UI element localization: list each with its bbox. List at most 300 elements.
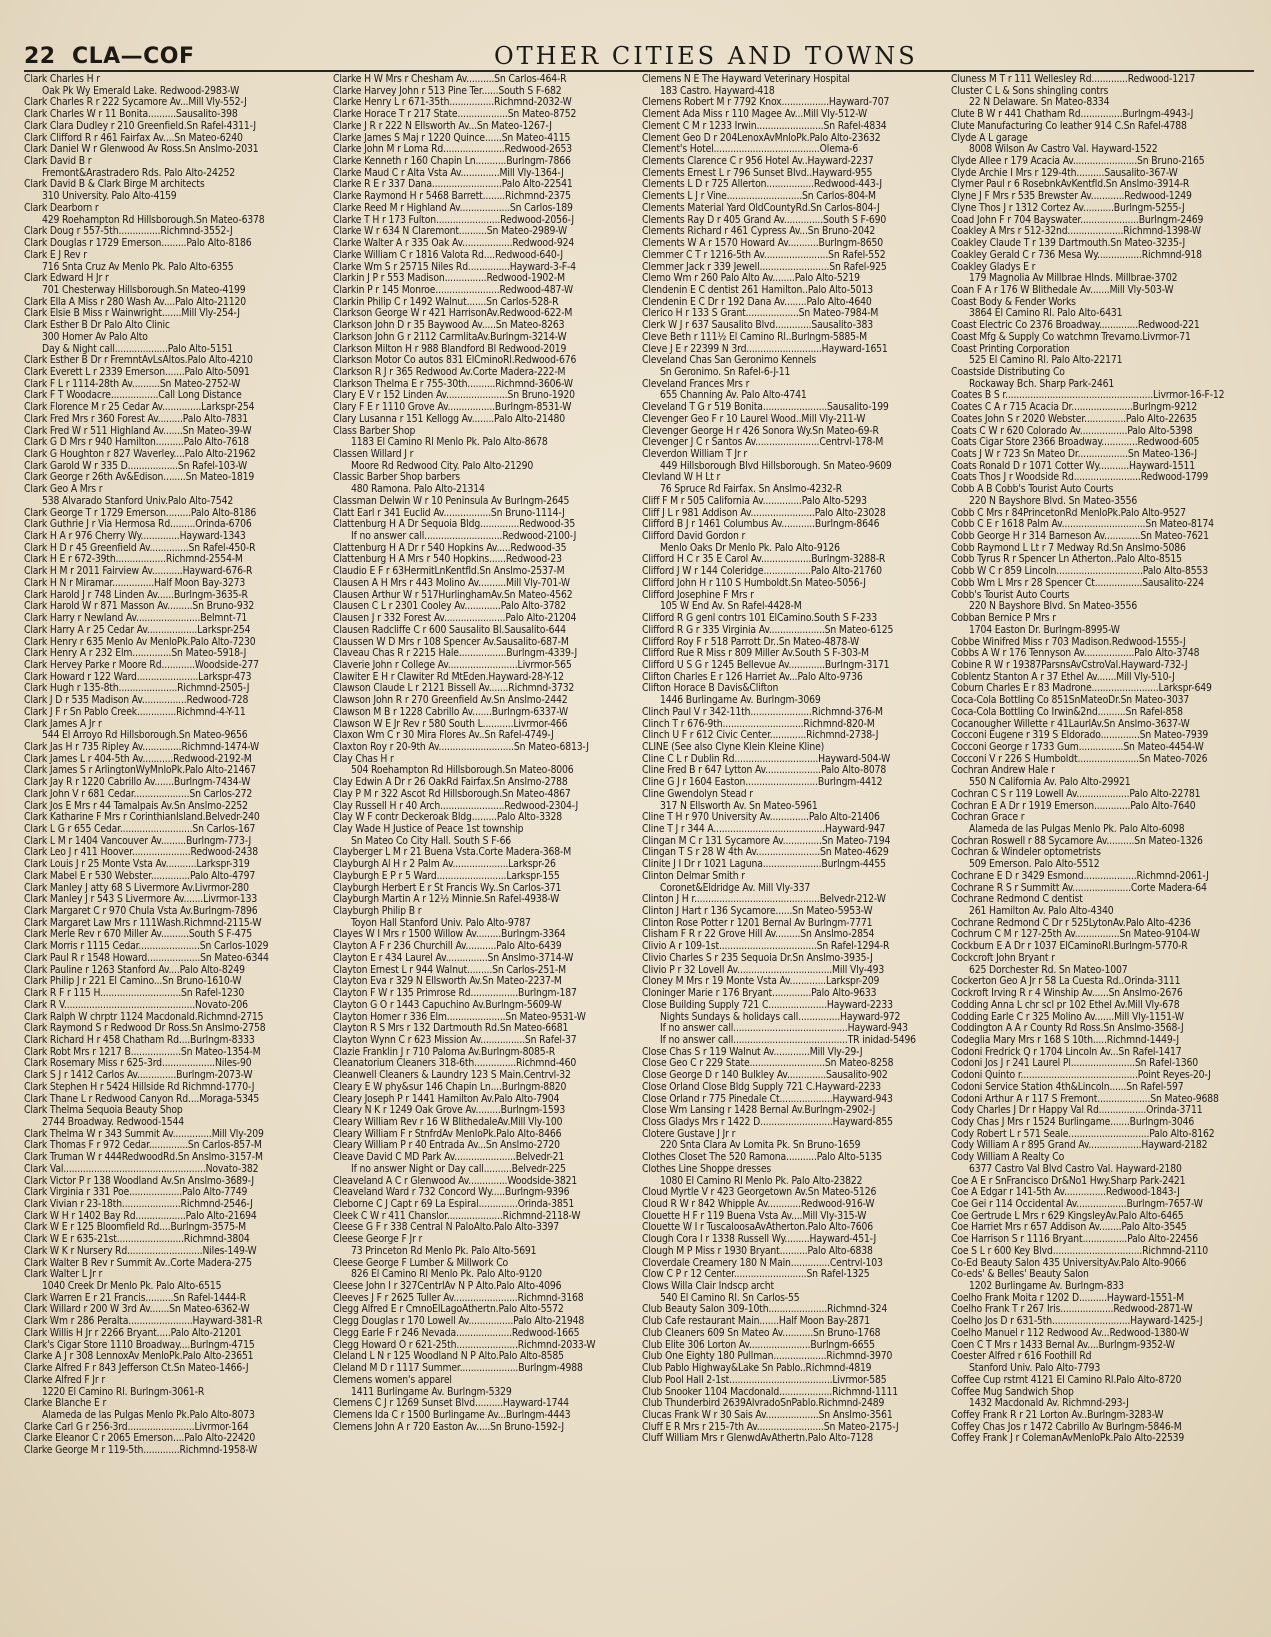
listing-entry: Clary E V r 152 Linden Av......................Sn Bruno-1920 xyxy=(333,390,575,402)
listing-entry: Coakley Gerald C r 736 Mesa Wy................Richmnd-918 xyxy=(951,249,1202,261)
listing-entry: Cliff F M r 505 California Av..............Palo Alto-5293 xyxy=(642,495,867,507)
listing-entry: Close George D r 140 Bulkley Av..............Sausalito-902 xyxy=(642,1070,888,1082)
listing-entry: Coan F A r 176 W Blithedale Av.......Mill Vly-503-W xyxy=(951,284,1174,296)
listing-entry: Coastside Distributing Co xyxy=(951,366,1065,378)
listing-entry: Clayton R S Mrs r 132 Dartmouth Rd.Sn Mateo-6681 xyxy=(333,1023,569,1035)
listing-entry: Clymer Paul r 6 RosebnkAvKentfld.Sn Anslmo-3914-R xyxy=(951,179,1190,191)
listing-continuation: Sn Geronimo. Sn Rafel-6-J-11 xyxy=(660,366,791,378)
listing-entry: Coe Gertrude L Mrs r 629 KingsleyAv.Palo Alto-6465 xyxy=(951,1210,1184,1222)
listing-entry: Cline G J r 1604 Easton..........................Burlngm-4412 xyxy=(642,777,883,789)
listing-entry: Clark J F r Sn Pablo Creek..............Richmnd-4-Y-11 xyxy=(24,706,246,718)
listing-entry: Cockburn E A Dr r 1037 ElCaminoRl.Burlngm-5770-R xyxy=(951,941,1188,953)
listing-entry: Cleave David C MD Park Av......................Belvedr-21 xyxy=(333,1152,565,1164)
listing-entry: Coakley Claude T r 139 Dartmouth.Sn Mateo-3235-J xyxy=(951,238,1186,250)
listing-entry: Cleary E W phy&sur 146 Chapin Ln....Burlngm-8820 xyxy=(333,1081,567,1093)
listing-continuation: Stanford Univ. Palo Alto-7793 xyxy=(969,1363,1101,1375)
listing-entry: Codding Earle C r 325 Molino Av.......Mill Vly-1151-W xyxy=(951,1011,1184,1023)
listing-entry: Clausen J r 332 Forest Av......................Palo Alto-21204 xyxy=(333,613,577,625)
listing-entry: Cobb George H r 314 Barneson Av.............Sn Mateo-7621 xyxy=(951,531,1209,543)
listing-continuation: Menlo Oaks Dr Menlo Pk. Palo Alto-9126 xyxy=(660,542,840,554)
listing-entry: Clegg Earle F r 246 Nevada....................Redwood-1665 xyxy=(333,1327,580,1339)
listing-entry: Close Chas S r 119 Walnut Av.............Mill Vly-29-J xyxy=(642,1046,863,1058)
listing-entry: Clark Jay R r 1220 Cabrillo Av.......Burlngm-7434-W xyxy=(24,777,251,789)
listing-entry: Clifford Rue R Miss r 809 Miller Av.South S F-303-M xyxy=(642,648,869,660)
listing-entry: Clawson Claude L r 2121 Bissell Av.......Richmnd-3732 xyxy=(333,683,575,695)
listing-entry: Clark H A r 976 Cherry Wy..............Hayward-1343 xyxy=(24,531,246,543)
listing-continuation: 538 Alvarado Stanford Univ.Palo Alto-7542 xyxy=(42,495,234,507)
listing-entry: Coca-Cola Bottling Co Irwin&2nd..........Sn Rafel-858 xyxy=(951,706,1183,718)
listing-entry: Clark W E r 635-21st........................Richmnd-3804 xyxy=(24,1234,250,1246)
listing-entry: Close Orland r 775 Pinedale Ct...................Hayward-943 xyxy=(642,1093,893,1105)
listing-entry: Clark Louis J r 25 Monte Vsta Av...........Larkspr-319 xyxy=(24,859,250,871)
listing-continuation: 1704 Easton Dr. Burlngm-8995-W xyxy=(969,624,1120,636)
listing-entry: Coddington A A r County Rd Ross.Sn Anslmo-3568-J xyxy=(951,1023,1184,1035)
listing-entry: Clute B W r 441 Chatham Rd...............Burlngm-4943-J xyxy=(951,109,1194,121)
listing-entry: Clark Charles W r 11 Bonita..........Sausalito-398 xyxy=(24,109,238,121)
listing-entry: Cocconi V r 226 S Humboldt......................Sn Mateo-7026 xyxy=(951,753,1208,765)
listing-entry: Clements L D r 725 Allerton.................Redwood-443-J xyxy=(642,179,882,191)
listing-entry: Clark R V...............................................Novato-206 xyxy=(24,999,248,1011)
listing-entry: Clements W A r 1570 Howard Av...........Burlngm-8650 xyxy=(642,238,883,250)
listing-entry: Clements Richard r 461 Cypress Av...Sn Bruno-2042 xyxy=(642,226,876,238)
listing-column-1 xyxy=(24,74,328,1632)
listing-entry: Coffey Frank R r 21 Lorton Av..Burlngm-3283-W xyxy=(951,1409,1164,1421)
listing-entry: Club Cafe restaurant Main.......Half Moon Bay-2871 xyxy=(642,1316,871,1328)
listing-entry: Clark Edward H Jr r xyxy=(24,273,109,285)
listing-entry: Clough M P Miss r 1930 Bryant..........Palo Alto-6838 xyxy=(642,1245,873,1257)
listing-entry: Cleveland Chas San Geronimo Kennels xyxy=(642,355,817,367)
listing-entry: Clegg Douglas r 170 Lowell Av................Palo Alto-21948 xyxy=(333,1316,585,1328)
listing-entry: Cliff J L r 981 Addison Av.......................Palo Alto-23028 xyxy=(642,507,886,519)
listing-entry: Cleary William Rev r 16 W BlithedaleAv.Mill Vly-100 xyxy=(333,1116,563,1128)
listing-entry: Clucas Frank W r 30 Sais Av...................Sn Anslmo-3561 xyxy=(642,1409,893,1421)
listing-entry: Coelho Jos D r 631-5th............................Hayward-1425-J xyxy=(951,1316,1203,1328)
listing-entry: Codoni Quinto r..........................................Point Reyes-20-J xyxy=(951,1070,1211,1082)
listing-continuation: Rockaway Bch. Sharp Park-2461 xyxy=(969,378,1115,390)
listing-entry: Coe A E r SnFrancisco Dr&No1 Hwy.Sharp Park-2421 xyxy=(951,1175,1186,1187)
listing-entry: Coester Alfred r 616 Foothill Rd xyxy=(951,1351,1092,1363)
listing-entry: Clemens John A r 720 Easton Av.....Sn Bruno-1592-J xyxy=(333,1421,564,1433)
listing-entry: Clark Wm r 286 Peralta.......................Hayward-381-R xyxy=(24,1316,263,1328)
listing-entry: Clemens women's apparel xyxy=(333,1374,452,1386)
listing-entry: Clarke Raymond H r 5468 Barrett........Richmnd-2375 xyxy=(333,191,571,203)
listing-entry: Clouette W I r TuscaloosaAvAtherton.Palo Alto-7606 xyxy=(642,1222,873,1234)
listing-entry: Cleese George F Lumber & Millwork Co xyxy=(333,1257,509,1269)
page-number: 22 xyxy=(24,44,56,69)
listing-entry: Clark Elsie B Miss r Wainwright.......Mill Vly-254-J xyxy=(24,308,240,320)
listing-entry: Clay Edwin A Dr r 26 OakRd Fairfax.Sn Anslmo-2788 xyxy=(333,777,568,789)
listing-entry: Claverie John r College Av.........................Livrmor-565 xyxy=(333,659,572,671)
listing-entry: Clisham F R r 22 Grove Hill Av.........Sn Anslmo-2854 xyxy=(642,929,875,941)
listing-entry: Cleanatorium Cleaners 318-6th...............Richmnd-460 xyxy=(333,1058,577,1070)
listing-entry: Cline T J r 344 A........................................Hayward-947 xyxy=(642,824,886,835)
listing-entry: Clinton J H r.............................................Belvedr-212-W xyxy=(642,894,886,906)
listing-continuation: If no answer call.........................................TR inidad-5496 xyxy=(660,1034,916,1046)
listing-continuation: 540 El Camino Rl. Sn Carlos-55 xyxy=(660,1292,800,1304)
listing-entry: Clark L G r 655 Cedar..........................Sn Carlos-167 xyxy=(24,824,256,835)
listing-entry: Clarkin P r 145 Monroe.......................Redwood-487-W xyxy=(333,284,574,296)
listing-entry: Clarkson George W r 421 HarrisonAv.Redwood-622-M xyxy=(333,308,573,320)
listing-entry: Clothes Closet The 520 Ramona...........Palo Alto-5135 xyxy=(642,1152,882,1164)
listing-entry: Cobine R W r 19387ParsnsAvCstroVal.Hayward-732-J xyxy=(951,659,1188,671)
listing-entry: Clevenger Geo F r 10 Laurel Wood..Mill Vly-211-W xyxy=(642,413,866,425)
listing-entry: Cochrum C M r 127-25th Av................Sn Mateo-9104-W xyxy=(951,929,1200,941)
listing-entry: Cocconi Eugene r 319 S Eldorado..............Sn Mateo-7939 xyxy=(951,730,1209,742)
listing-entry: Clarke Alfred F Jr r xyxy=(24,1374,105,1386)
listing-continuation: 1202 Burlingame Av. Burlngm-833 xyxy=(969,1281,1124,1293)
listing-entry: Clayton G O r 1443 Capuchino Av.Burlngm-5609-W xyxy=(333,999,562,1011)
listing-continuation: 310 University. Palo Alto-4159 xyxy=(42,191,177,203)
listing-entry: Clark L M r 1404 Vancouver Av.........Burlngm-773-J xyxy=(24,835,252,847)
listing-entry: Clifford Josephine F Mrs r xyxy=(642,589,754,601)
listing-entry: Cline Fred B r 647 Lytton Av....................Palo Alto-8078 xyxy=(642,765,887,777)
listing-entry: Clark Stephen H r 5424 Hillside Rd Richmnd-1770-J xyxy=(24,1081,255,1093)
listing-entry: Clark H E r 672-39th..................Richmnd-2554-M xyxy=(24,554,243,566)
listing-entry: Cochran C S r 119 Lowell Av...................Palo Alto-22781 xyxy=(951,788,1201,800)
listing-entry: Cocconi George r 1733 Gum................Sn Mateo-4454-W xyxy=(951,741,1204,753)
listing-entry: Clark Jas H r 735 Ripley Av..............Richmnd-1474-W xyxy=(24,741,259,753)
header-rule xyxy=(24,70,1254,72)
listing-entry: Clarke J R r 222 N Ellsworth Av...Sn Mateo-1267-J xyxy=(333,120,552,132)
listing-entry: Club Elite 306 Lorton Av......................Burlngm-6655 xyxy=(642,1339,875,1351)
listing-entry: Clary F E r 1110 Grove Av.................Burlngm-8531-W xyxy=(333,402,572,414)
listing-entry: Classen Willard J r xyxy=(333,449,414,460)
listing-entry: Coats Cigar Store 2366 Broadway.............Redwood-605 xyxy=(951,437,1200,449)
listing-continuation: Sn Mateo Co City Hall. South S F-66 xyxy=(351,835,512,847)
listing-entry: Cochrane Redmond C dentist xyxy=(951,894,1083,906)
listing-continuation: 6377 Castro Val Blvd Castro Val. Hayward-2180 xyxy=(969,1163,1182,1175)
listing-entry: Clarkson Milton H r 988 Blandford Bl Redwood-2019 xyxy=(333,343,567,355)
listing-entry: Coelho Frank Moita r 1202 D..........Hayward-1551-M xyxy=(951,1292,1184,1304)
listing-entry: Cleek C W r 411 Chanslor....................Richmnd-2118-W xyxy=(333,1210,581,1222)
listing-entry: Clay Russell H r 40 Arch.......................Redwood-2304-J xyxy=(333,800,579,812)
listing-entry: Cleveland T G r 519 Bonita.......................Sausalito-199 xyxy=(642,402,889,414)
listing-entry: Coe Gei r 114 Occidental Av..................Burlngm-7657-W xyxy=(951,1199,1203,1210)
listing-continuation: Oak Pk Wy Emerald Lake. Redwood-2983-W xyxy=(42,85,240,97)
listing-entry: Clayton Homer r 336 Elm.....................Sn Mateo-9531-W xyxy=(333,1011,586,1023)
listing-continuation: 1183 El Camino Rl Menlo Pk. Palo Alto-8678 xyxy=(351,437,548,449)
listing-entry: Cobb C Mrs r 84PrincetonRd MenloPk.Palo Alto-9527 xyxy=(951,507,1186,519)
listing-entry: Clayton Eva r 329 N Ellsworth Av.Sn Mateo-2237-M xyxy=(333,976,562,988)
listing-entry: Coast Body & Fender Works xyxy=(951,296,1076,308)
listing-entry: Clivio A r 109-1st...................................Sn Rafel-1294-R xyxy=(642,941,890,953)
listing-entry: Clark Thane L r Redwood Canyon Rd....Moraga-5345 xyxy=(24,1093,260,1105)
listing-entry: Cocanougher Willette r 41LaurlAv.Sn Anslmo-3637-W xyxy=(951,718,1190,730)
listing-entry: Clyde Archie I Mrs r 129-4th..........Sausalito-367-W xyxy=(951,167,1178,179)
listing-continuation: 1411 Burlingame Av. Burlngm-5329 xyxy=(351,1386,512,1398)
listing-entry: Clark G D Mrs r 940 Hamilton..........Palo Alto-7618 xyxy=(24,437,249,449)
listing-entry: Coats Thos J r Woodside Rd........................Redwood-1799 xyxy=(951,472,1209,484)
listing-entry: Coe S L r 600 Key Blvd................................Richmnd-2110 xyxy=(951,1245,1208,1257)
listing-entry: Clayburgh Herbert E r St Francis Wy..Sn Carlos-371 xyxy=(333,882,562,894)
listing-entry: Club Snooker 1104 Macdonald...................Richmnd-1111 xyxy=(642,1386,898,1398)
listing-entry: Clifford David Gordon r xyxy=(642,531,746,543)
listing-entry: Clark Val...................................................Novato-382 xyxy=(24,1163,259,1175)
listing-entry: Clarke James S Maj r 1220 Quince......Sn Mateo-4115 xyxy=(333,132,571,144)
listing-entry: Clemens N E The Hayward Veterinary Hospital xyxy=(642,74,850,85)
listing-entry: Clarke Kenneth r 160 Chapin Ln...........Burlngm-7866 xyxy=(333,156,571,168)
listing-entry: Clayton F W r 135 Primrose Rd.................Burlngm-187 xyxy=(333,988,577,1000)
listing-continuation: 544 El Arroyo Rd Hillsborough.Sn Mateo-9656 xyxy=(42,730,248,742)
listing-entry: Cobb's Tourist Auto Courts xyxy=(951,589,1070,601)
listing-entry: Cockcroft John Bryant r xyxy=(951,952,1055,964)
listing-continuation: 429 Roehampton Rd Hillsborough.Sn Mateo-6378 xyxy=(42,214,265,226)
listing-entry: Claxton Roy r 20-9th Av...........................Sn Mateo-6813-J xyxy=(333,741,589,753)
listing-entry: Coe Harriet Mrs r 657 Addison Av........Palo Alto-3545 xyxy=(951,1222,1187,1234)
listing-entry: Clark Howard r 122 Ward......................Larkspr-473 xyxy=(24,671,252,683)
listing-entry: Clark H D r 45 Greenfield Av..............Sn Rafel-450-R xyxy=(24,542,256,554)
listing-entry: Cochran & Windeler optometrists xyxy=(951,847,1101,859)
listing-entry: Clingan T S r 28 W 4th Av.......................Sn Mateo-4629 xyxy=(642,847,889,859)
listing-entry: Clark J D r 535 Madison Av................Redwood-728 xyxy=(24,695,249,707)
listing-column-4 xyxy=(951,74,1255,1632)
listing-entry: Clarkin Philip C r 1492 Walnut.......Sn Carlos-528-R xyxy=(333,296,559,308)
listing-entry: Club Thunderbird 2639AlvradoSnPablo.Richmnd-2489 xyxy=(642,1398,885,1410)
listing-continuation: Nights Sundays & holidays call...............Hayward-972 xyxy=(660,1011,901,1023)
listing-entry: Clivio Charles S r 235 Sequoia Dr.Sn Anslmo-3935-J xyxy=(642,952,873,964)
listing-entry: Clazie Franklin J r 710 Paloma Av.Burlngm-8085-R xyxy=(333,1046,556,1058)
listing-entry: Clayton Ernest L r 944 Walnut.........Sn Carlos-251-M xyxy=(333,964,566,976)
listing-entry: Cleaveland A C r Glenwood Av..............Woodside-3821 xyxy=(333,1175,578,1187)
listing-entry: Cleaveland Ward r 732 Concord Wy.....Burlngm-9396 xyxy=(333,1187,570,1199)
listing-entry: Clyne Thos J r 1312 Cortez Av...........Burlngm-5255-J xyxy=(951,202,1185,214)
listing-entry: Clark Virginia r 331 Poe...................Palo Alto-7749 xyxy=(24,1187,248,1199)
listing-entry: Cobban Bernice P Mrs r xyxy=(951,613,1056,625)
listing-entry: Clifford R G r 335 Virginia Av....................Sn Mateo-6125 xyxy=(642,624,894,636)
listing-entry: Clawson W E Jr Rev r 580 South L...........Livrmor-466 xyxy=(333,718,568,730)
listing-entry: Close Wm Lansing r 1428 Bernal Av.Burlngm-2902-J xyxy=(642,1105,876,1117)
listing-continuation: 220 Snta Clara Av Lomita Pk. Sn Bruno-1659 xyxy=(660,1140,861,1152)
listing-continuation: 1432 Macdonald Av. Richmnd-293-J xyxy=(969,1398,1129,1410)
listing-entry: Coates John S r 2020 Webster...............Palo Alto-22635 xyxy=(951,413,1197,425)
listing-entry: Clayberger L M r 21 Buena Vsta.Corte Madera-368-M xyxy=(333,847,572,859)
listing-entry: Clayburgh Martin A r 12½ Minnie.Sn Rafel-4938-W xyxy=(333,894,560,906)
listing-entry: Clarkson John D r 35 Baywood Av.....Sn Mateo-8263 xyxy=(333,320,565,332)
listing-continuation: 300 Homer Av Palo Alto xyxy=(42,331,148,343)
listing-entry: Coburn Charles E r 83 Madrone........................Larkspr-649 xyxy=(951,683,1212,695)
listing-entry: Clerk W J r 637 Sausalito Blvd.............Sausalito-383 xyxy=(642,320,874,332)
listing-entry: Cleland L N r 125 Woodland N P Alto.Palo Alto-8585 xyxy=(333,1351,564,1363)
listing-entry: Clark Dearborn r xyxy=(24,202,99,214)
listing-entry: Clarke Reed M r Highland Av..................Sn Carlos-189 xyxy=(333,202,573,214)
listing-entry: Clatt Earl r 341 Euclid Av.................Sn Bruno-1114-J xyxy=(333,507,565,519)
listing-entry: Clay W F contr Deckeroak Bldg.........Palo Alto-3328 xyxy=(333,812,563,824)
listing-entry: Clemens Ida C r 1500 Burlingame Av...Burlngm-4443 xyxy=(333,1409,571,1421)
listing-entry: Clark James A Jr r xyxy=(24,718,102,730)
listing-entry: Cobb Tyrus R r Spencer Ln Atherton..Palo Alto-8515 xyxy=(951,554,1182,566)
listing-entry: Clark Harold J r 748 Linden Av......Burlngm-3635-R xyxy=(24,589,248,601)
listing-entry: Clausen Arthur W r 517HurlinghamAv.Sn Mateo-4562 xyxy=(333,589,573,601)
listing-entry: Clements Material Yard OldCountyRd.Sn Carlos-804-J xyxy=(642,202,880,214)
listing-entry: Clark Esther B Dr Palo Alto Clinic xyxy=(24,320,170,332)
listing-entry: Clement Ada Miss r 110 Magee Av...Mill Vly-512-W xyxy=(642,109,868,121)
listing-entry: Cleland M D r 1117 Summer.....................Burlngm-4988 xyxy=(333,1363,583,1375)
listing-continuation: 220 N Bayshore Blvd. Sn Mateo-3556 xyxy=(969,495,1138,507)
listing-continuation: 73 Princeton Rd Menlo Pk. Palo Alto-5691 xyxy=(351,1245,537,1257)
listing-entry: Clarkson John G r 2112 CarmlitaAv.Burlngm-3214-W xyxy=(333,331,567,343)
listing-entry: Cobbs A W r 176 Tennyson Av..................Palo Alto-3748 xyxy=(951,648,1200,660)
listing-entry: Closs Gladys Mrs r 1422 D..........................Hayward-855 xyxy=(642,1116,893,1128)
listing-entry: Clifford H C r 35 E Carol Av..................Burlngm-3288-R xyxy=(642,554,886,566)
listing-entry: Clerico H r 133 S Grant...................Sn Mateo-7984-M xyxy=(642,308,879,320)
listing-entry: Cochrane Redmond C Dr r 525LytonAv.Palo Alto-4236 xyxy=(951,917,1191,929)
listing-entry: Clement C M r 1233 Irwin........................Sn Rafel-4834 xyxy=(642,120,887,132)
listing-entry: Codoni Arthur A r 117 S Fremont...................Sn Mateo-9688 xyxy=(951,1093,1219,1105)
listing-entry: Coast Printing Corporation xyxy=(951,343,1070,355)
listing-entry: Cobb C E r 1618 Palm Av..............................Sn Mateo-8174 xyxy=(951,519,1214,531)
listing-entry: Clark Ella A Miss r 280 Wash Av....Palo Alto-21120 xyxy=(24,296,246,308)
listing-entry: Codoni Fredrick Q r 1704 Lincoln Av...Sn Rafel-1417 xyxy=(951,1046,1182,1058)
listing-continuation: 1080 El Camino Rl Menlo Pk. Palo Alto-23822 xyxy=(660,1175,863,1187)
listing-continuation: 1220 El Camino Rl. Burlngm-3061-R xyxy=(42,1386,205,1398)
listing-entry: Clattenburg H A Mrs r 540 Hopkins......Redwood-23 xyxy=(333,554,562,566)
listing-entry: Clark Richard H r 458 Chatham Rd....Burlngm-8333 xyxy=(24,1034,255,1046)
listing-entry: Cleese G F r 338 Central N PaloAlto.Palo Alto-3397 xyxy=(333,1222,560,1234)
listing-entry: Cluff William Mrs r GlenwdAvAthertn.Palo Alto-7128 xyxy=(642,1433,873,1445)
listing-entry: Clark Daniel W r Glenwood Av Ross.Sn Anslmo-2031 xyxy=(24,144,259,156)
listing-entry: Club Pablo Highway&Lake Sn Pablo..Richmnd-4819 xyxy=(642,1363,872,1375)
listing-entry: Clayes W I Mrs r 1500 Willow Av.........Burlngm-3364 xyxy=(333,929,566,941)
listing-entry: Cochran Grace r xyxy=(951,812,1025,824)
listing-entry: Clarkson Motor Co autos 831 ElCminoRl.Redwood-676 xyxy=(333,355,577,367)
listing-entry: Cochrane R S r Summitt Av.....................Corte Madera-64 xyxy=(951,882,1207,894)
listing-entry: Clark Geo A Mrs r xyxy=(24,484,103,496)
listing-entry: Club Pool Hall 2-1st.....................................Livrmor-585 xyxy=(642,1374,887,1386)
listing-continuation: Alameda de las Pulgas Menlo Pk. Palo Alto-6098 xyxy=(969,824,1185,835)
listing-entry: Cloud Myrtle V r 423 Georgetown Av.Sn Mateo-5126 xyxy=(642,1187,877,1199)
listing-entry: Clifford B J r 1461 Columbus Av............Burlngm-8646 xyxy=(642,519,880,531)
listing-entry: Close Orland Close Bldg Supply 721 C.Hayward-2233 xyxy=(642,1081,882,1093)
listing-entry: Clayton Wynn C r 623 Mission Av................Sn Rafel-37 xyxy=(333,1034,577,1046)
listing-entry: Coakley A Mrs r 512-32nd....................Richmnd-1398-W xyxy=(951,226,1201,238)
listing-continuation: If no answer call............................Redwood-2100-J xyxy=(351,531,577,543)
listing-entry: Clausen A H Mrs r 443 Molino Av..........Mill Vly-701-W xyxy=(333,577,570,589)
listing-entry: Clute Manufacturing Co leather 914 C.Sn Rafel-4788 xyxy=(951,120,1187,132)
listing-entry: Clawson M B r 1228 Cabrillo Av.......Burlngm-6337-W xyxy=(333,706,569,718)
listing-entry: Cleary N K r 1249 Oak Grove Av.........Burlngm-1593 xyxy=(333,1105,566,1117)
listing-entry: Clark S J r 1412 Carlos Av..............Burlngm-2073-W xyxy=(24,1070,253,1082)
listing-entry: Coats Ronald D r 1071 Cotter Wy...........Hayward-1511 xyxy=(951,460,1196,472)
listing-entry: Coe Harrison S r 1116 Bryant................Palo Alto-22456 xyxy=(951,1234,1199,1246)
listing-entry: Clark W H r 1402 Bay Rd..................Palo Alto-21694 xyxy=(24,1210,257,1222)
listing-continuation: 625 Dorchester Rd. Sn Mateo-1007 xyxy=(969,964,1128,976)
listing-continuation: 3864 El Camino Rl. Palo Alto-6431 xyxy=(969,308,1123,320)
listing-entry: Clayburgh Al H r 2 Palm Av....................Larkspr-26 xyxy=(333,859,556,871)
listing-entry: Clark Clifford R r 461 Fairfax Av....Sn Mateo-6240 xyxy=(24,132,243,144)
listing-entry: Clarke T H r 173 Fulton.......................Redwood-2056-J xyxy=(333,214,574,226)
listing-column-2 xyxy=(333,74,637,1632)
listing-entry: Clothes Line Shoppe dresses xyxy=(642,1163,772,1175)
listing-entry: Clarke William C r 1816 Valota Rd....Redwood-640-J xyxy=(333,249,564,261)
listing-entry: Clingan M C r 131 Sycamore Av..............Sn Mateo-7194 xyxy=(642,835,891,847)
listing-entry: Cleese George F Jr r xyxy=(333,1234,423,1246)
listing-continuation: 317 N Ellsworth Av. Sn Mateo-5961 xyxy=(660,800,818,812)
listing-continuation: 8008 Wilson Av Castro Val. Hayward-1522 xyxy=(969,144,1158,156)
listing-entry: Clark Esther B Dr r FremntAvLsAltos.Palo Alto-4210 xyxy=(24,355,253,367)
listing-entry: Clarke Henry L r 671-35th................Richmnd-2032-W xyxy=(333,97,572,109)
listing-entry: Clarke Eleanor C r 2065 Emerson....Palo Alto-22420 xyxy=(24,1433,256,1445)
listing-entry: Clark Walter B Rev r Summit Av..Corte Madera-275 xyxy=(24,1257,252,1269)
listing-entry: Clark Fred W r 511 Highland Av.......Sn Mateo-39-W xyxy=(24,425,252,437)
listing-entry: Cleveland Frances Mrs r xyxy=(642,378,750,390)
listing-entry: Coffee Cup rstrnt 4121 El Camino Rl.Palo Alto-8720 xyxy=(951,1374,1182,1386)
listing-entry: Cleeves J F r 2625 Tuller Av.......................Richmnd-3168 xyxy=(333,1292,584,1304)
listing-entry: Claudio E F r 63HermitLnKentfld.Sn Anslmo-2537-M xyxy=(333,566,565,578)
listing-entry: Club One Eighty 180 Pullman...................Richmnd-3970 xyxy=(642,1351,893,1363)
listing-entry: Cockerton Geo A Jr r 58 La Cuesta Rd..Orinda-3111 xyxy=(951,976,1181,988)
listing-entry: Clark Thelma W r 343 Summit Av..............Mill Vly-209 xyxy=(24,1128,264,1140)
listing-entry: Clevenger George H r 426 Sonora Wy.Sn Mateo-69-R xyxy=(642,425,879,437)
listing-entry: Coad John F r 704 Bayswater.....................Burlngm-2469 xyxy=(951,214,1204,226)
listing-entry: Cluster C L & Sons shingling contrs xyxy=(951,85,1109,97)
listing-entry: Clark George r 26th Av&Edison........Sn Mateo-1819 xyxy=(24,472,255,484)
listing-entry: Clark E J Rev r xyxy=(24,249,87,261)
page-title: OTHER CITIES AND TOWNS xyxy=(494,42,918,70)
listing-entry: Clark Garold W r 335 D..................Sn Rafel-103-W xyxy=(24,460,248,472)
listing-entry: Cobbe Winifred Miss r 703 Madison.Redwood-1555-J xyxy=(951,636,1186,648)
listing-continuation: 701 Chesterway Hillsborough.Sn Mateo-4199 xyxy=(42,284,246,296)
listing-entry: Cobb A B Cobb's Tourist Auto Courts xyxy=(951,484,1114,496)
listing-entry: Coats C W r 620 Colorado Av.................Palo Alto-5398 xyxy=(951,425,1193,437)
listing-continuation: If no answer call.........................................Hayward-943 xyxy=(660,1023,908,1035)
listing-entry: Cobb W C r 859 Lincoln...............................Palo Alto-8553 xyxy=(951,566,1208,578)
page-header xyxy=(24,40,1254,74)
listing-continuation: 525 El Camino Rl. Palo Alto-22171 xyxy=(969,355,1123,367)
listing-entry: Clark Charles R r 222 Sycamore Av...Mill Vly-552-J xyxy=(24,97,247,109)
listing-entry: Cline C L r Dublin Rd..............................Hayward-504-W xyxy=(642,753,891,765)
listing-entry: Claveau Chas R r 2215 Hale.................Burlngm-4339-J xyxy=(333,648,578,660)
listing-entry: Clark Leo J r 411 Hoover.....................Redwood-2438 xyxy=(24,847,258,859)
listing-entry: Cleary Joseph P r 1441 Hamilton Av.Palo Alto-7904 xyxy=(333,1093,560,1105)
listing-entry: Clarke Alfred F r 843 Jefferson Ct.Sn Mateo-1466-J xyxy=(24,1363,249,1375)
listing-entry: Clark Fred Mrs r 360 Forest Av.........Palo Alto-7831 xyxy=(24,413,248,425)
listing-entry: Clendenin E C Dr r 192 Dana Av........Palo Alto-4640 xyxy=(642,296,872,308)
listing-entry: Clark Walter L Jr r xyxy=(24,1269,103,1281)
listing-columns xyxy=(24,74,1258,1632)
listing-entry: Coe A Edgar r 141-5th Av...............Redwood-1843-J xyxy=(951,1187,1180,1199)
listing-entry: Clark Harold W r 871 Masson Av.........Sn Bruno-932 xyxy=(24,601,255,613)
listing-entry: Clayburgh E P r 5 Ward.........................Larkspr-155 xyxy=(333,870,560,882)
listing-entry: Cline Gwendolyn Stead r xyxy=(642,788,753,800)
listing-entry: Cluff E R Mrs r 215-7th Av........................Sn Mateo-2175-J xyxy=(642,1421,899,1433)
listing-entry: Codoni Jos J r 241 Laurel Pl.......................Sn Rafel-1360 xyxy=(951,1058,1199,1070)
listing-entry: Clarke Carl G r 256-3rd........................Livrmor-164 xyxy=(24,1421,249,1433)
listing-continuation: 509 Emerson. Palo Alto-5512 xyxy=(969,859,1100,871)
listing-entry: Coats J W r 723 Sn Mateo Dr..................Sn Mateo-136-J xyxy=(951,449,1197,460)
listing-entry: Clarke Wm S r 25715 Niles Rd...............Hayward-3-F-4 xyxy=(333,261,576,273)
listing-continuation: 550 N California Av. Palo Alto-29921 xyxy=(969,777,1131,789)
listing-entry: Clements Ernest L r 796 Sunset Blvd..Hayward-955 xyxy=(642,167,873,179)
listing-entry: Clyne J F Mrs r 535 Brewster Av............Redwood-1249 xyxy=(951,191,1192,203)
listing-entry: Clemmer Jack r 339 Jewell.........................Sn Rafel-925 xyxy=(642,261,887,273)
listing-entry: Clifton Horace B Davis&Clifton xyxy=(642,683,779,695)
listing-entry: Clark F T Woodacre.................Call Long Distance xyxy=(24,390,242,402)
listing-continuation: 449 Hillsborough Blvd Hillsborough. Sn Mateo-9609 xyxy=(660,460,892,472)
listing-entry: Clarke R E r 337 Dana.........................Palo Alto-22541 xyxy=(333,179,573,191)
listing-entry: Clinch Paul V r 342-11th......................Richmnd-376-M xyxy=(642,706,883,718)
listing-entry: Clayburgh Philip B r xyxy=(333,906,422,918)
listing-entry: Claxon Wm C r 30 Mira Flores Av..Sn Rafel-4749-J xyxy=(333,730,554,742)
listing-entry: Clyde Allee r 179 Acacia Av.......................Sn Bruno-2165 xyxy=(951,156,1205,168)
listing-entry: Cobb Raymond L Lt r 7 Medway Rd.Sn Anslmo-5086 xyxy=(951,542,1186,554)
listing-entry: Clark Thelma Sequoia Beauty Shop xyxy=(24,1105,183,1117)
listing-continuation: 76 Spruce Rd Fairfax. Sn Anslmo-4232-R xyxy=(660,484,843,496)
listing-entry: Clark Mabel E r 530 Webster..............Palo Alto-4797 xyxy=(24,870,256,882)
listing-entry: Clayton A F r 236 Churchill Av...........Palo Alto-6439 xyxy=(333,941,562,953)
listing-entry: Clark Manley J r 543 S Livermore Av.......Livrmor-133 xyxy=(24,894,258,906)
listing-entry: Clark James S r ArlingtonWyMnloPk.Palo Alto-21467 xyxy=(24,765,256,777)
listing-entry: Clark Henry A r 232 Elm..............Sn Mateo-5918-J xyxy=(24,648,247,660)
